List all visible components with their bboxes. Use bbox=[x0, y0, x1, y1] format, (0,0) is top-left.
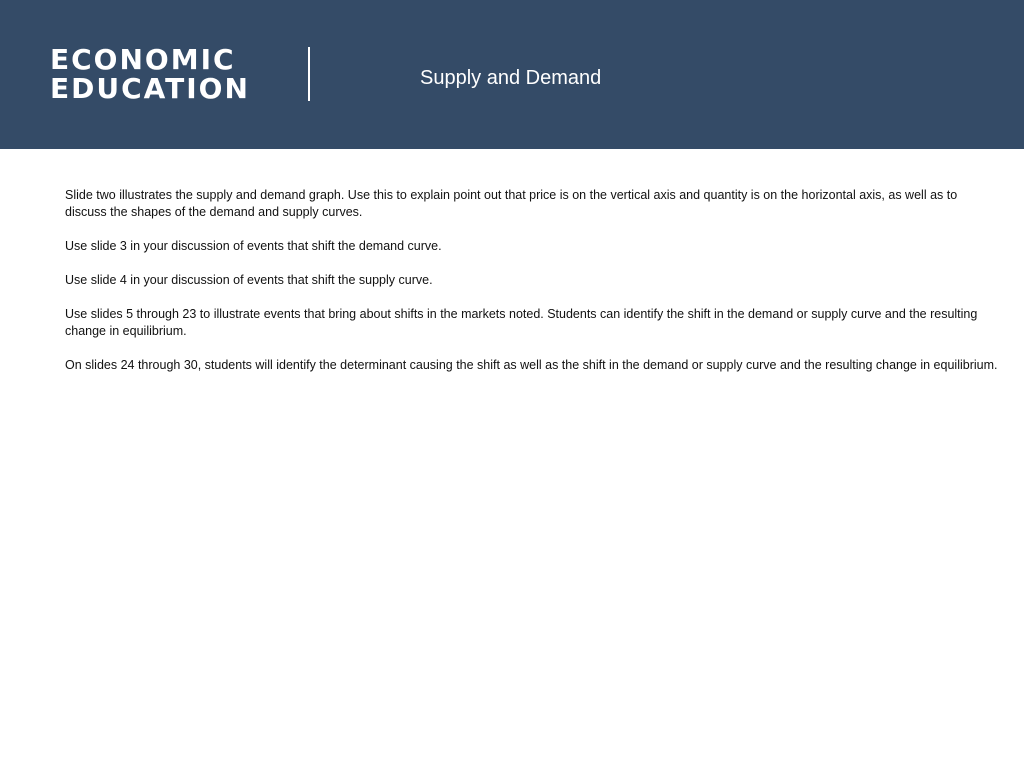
notes-paragraph-1: Slide two illustrates the supply and demand graph. Use this to explain point out that price is on the vertical axis and quantity is on the horizontal axis, as well as to discuss the shapes of the demand and supply curves. bbox=[65, 188, 958, 219]
economic-education-logo bbox=[50, 45, 290, 103]
logo-line-1: ECONOMIC bbox=[50, 43, 236, 76]
notes-body bbox=[65, 187, 1000, 391]
notes-paragraph-5: On slides 24 through 30, students will identify the determinant causing the shift as well as the shift in the demand or supply curve and the resulting change in equilibrium. bbox=[65, 358, 998, 372]
header-banner bbox=[0, 0, 1024, 149]
logo-line-2: EDUCATION bbox=[50, 72, 250, 105]
page-title: Supply and Demand bbox=[420, 67, 602, 89]
notes-paragraph-3: Use slide 4 in your discussion of events that shift the supply curve. bbox=[65, 273, 433, 287]
notes-paragraph-2: Use slide 3 in your discussion of events that shift the demand curve. bbox=[65, 239, 442, 253]
notes-paragraph-4: Use slides 5 through 23 to illustrate events that bring about shifts in the markets noted. Students can identify the shift in the demand or supply curve and the resulting change in equilibrium. bbox=[65, 307, 978, 338]
header-divider bbox=[308, 47, 310, 101]
